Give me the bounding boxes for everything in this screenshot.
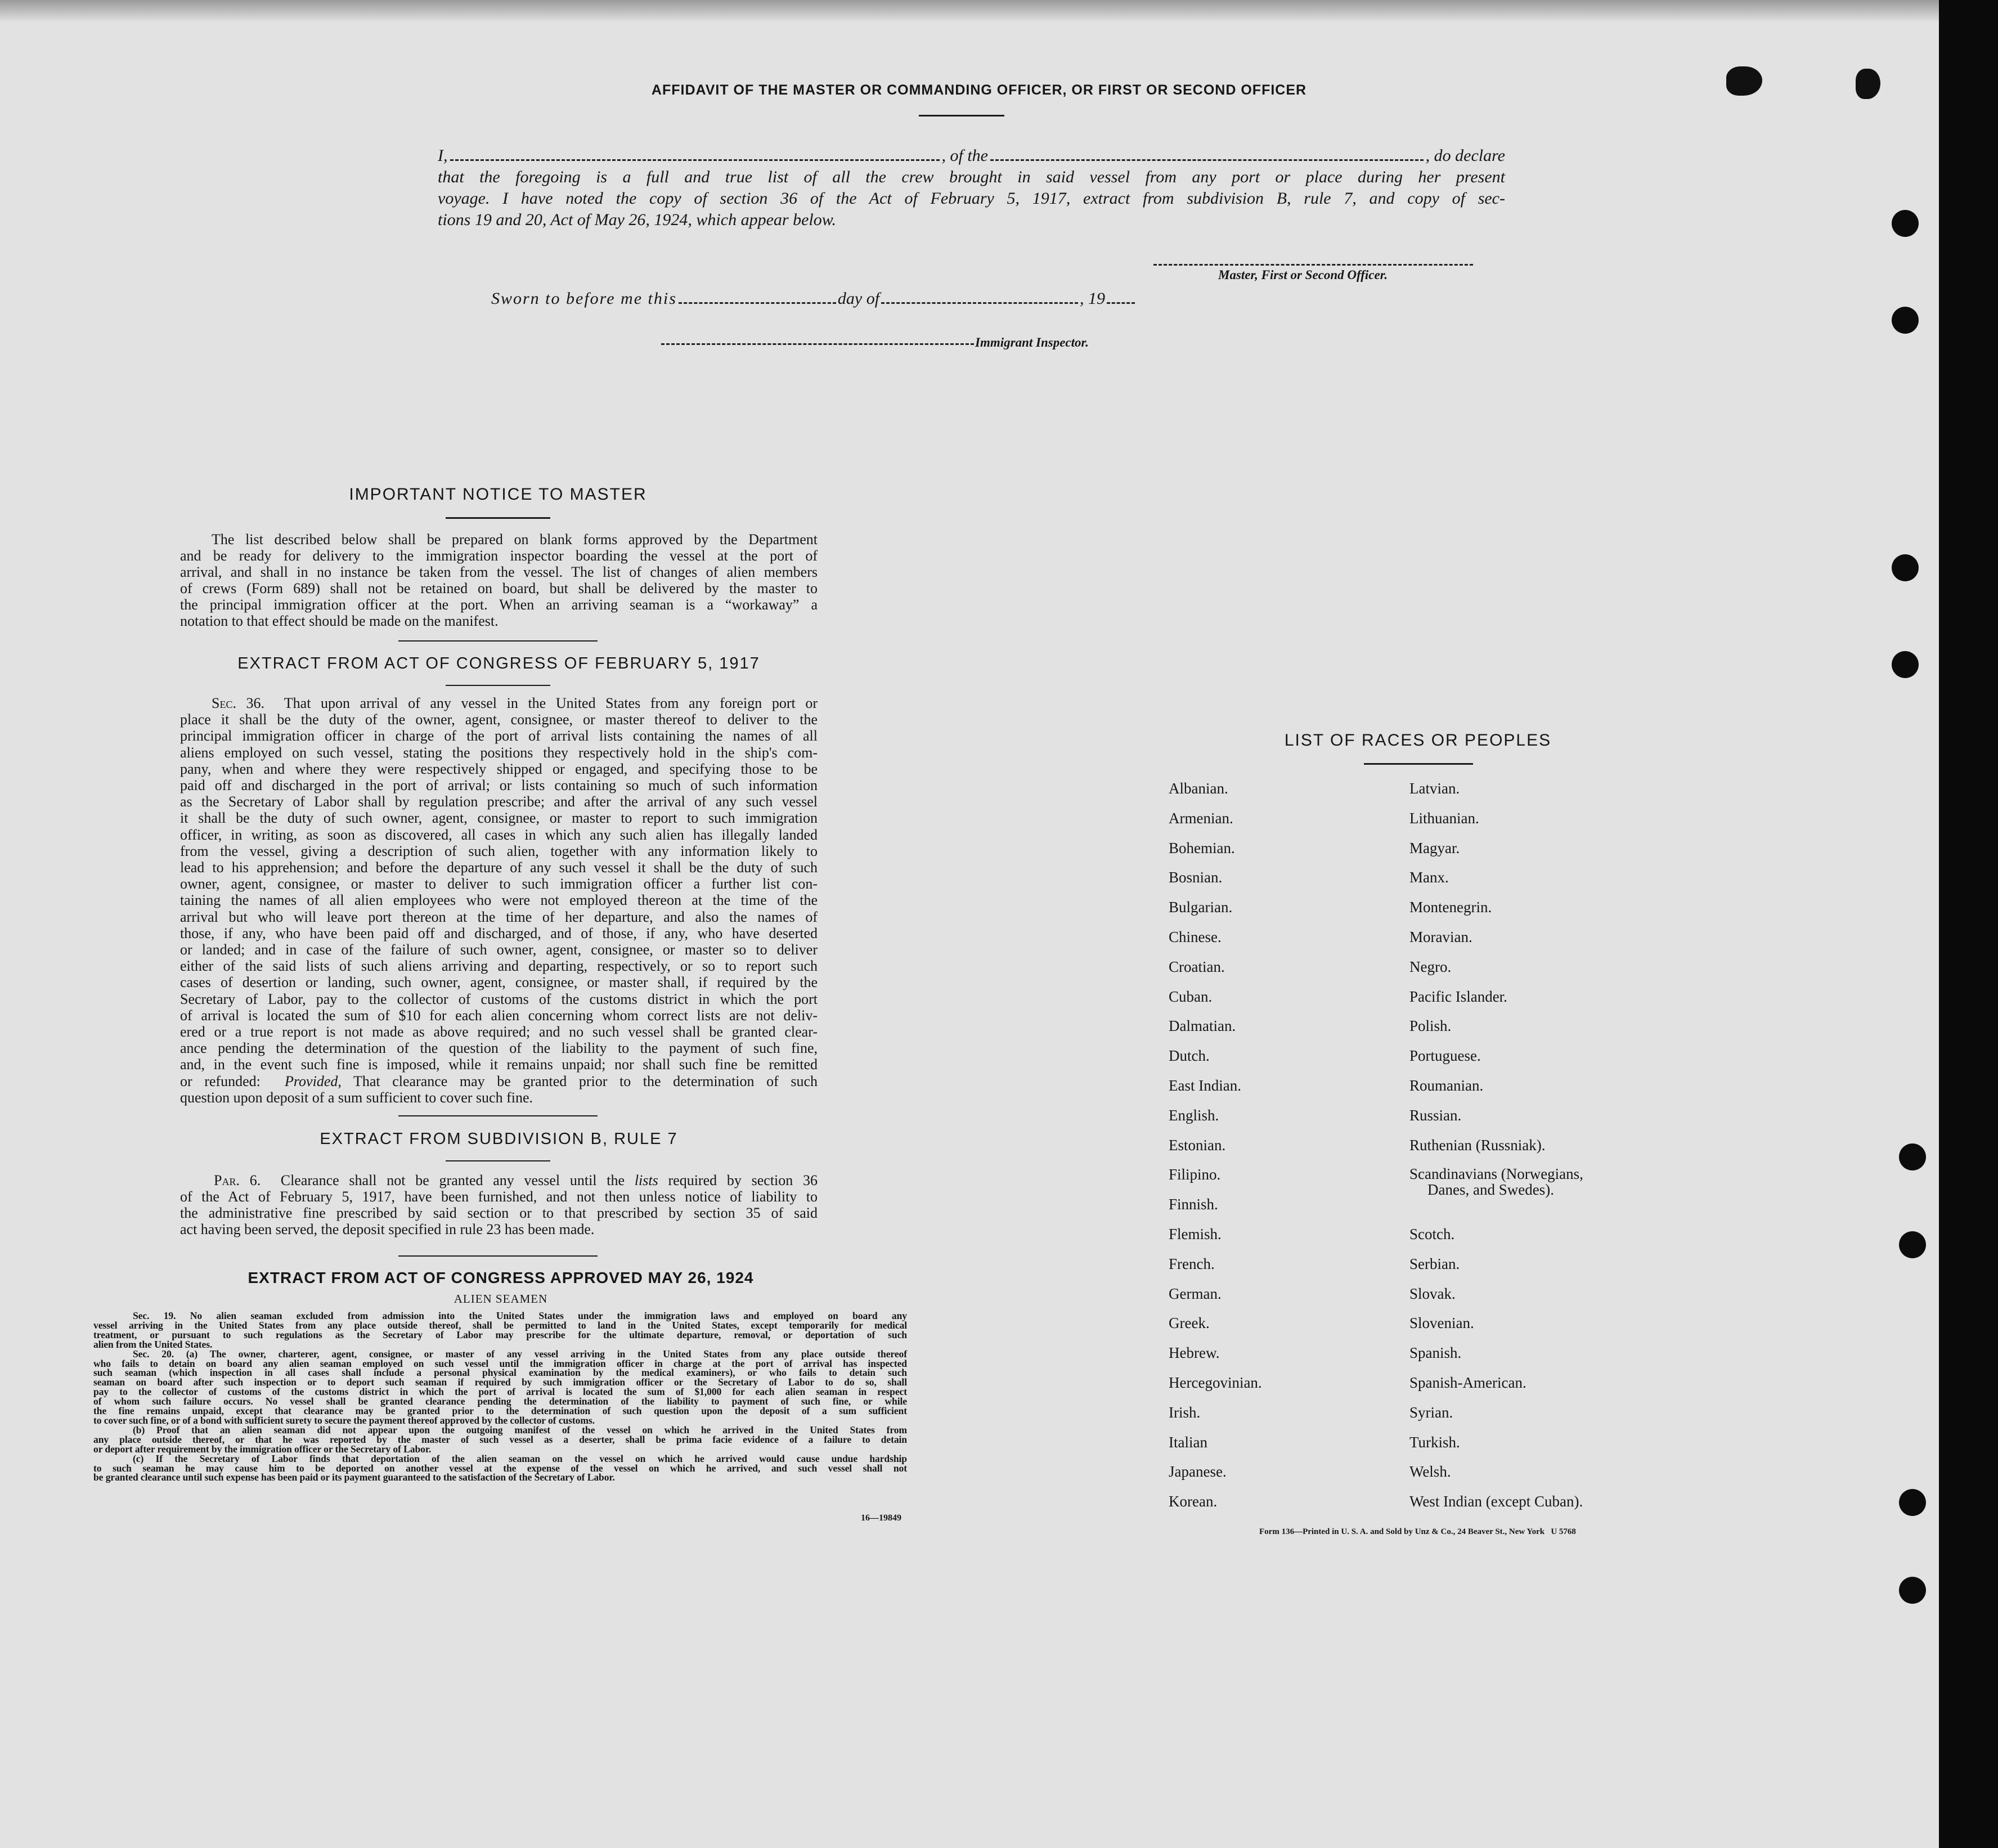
- extract-line: place it shall be the duty of the owner, agent, consignee, or master thereof to deliver to the: [180, 711, 818, 728]
- race-item: Spanish-American.: [1409, 1374, 1526, 1391]
- race-item: Italian: [1169, 1433, 1207, 1451]
- race-item: West Indian (except Cuban).: [1409, 1493, 1583, 1510]
- races-title: LIST OF RACES OR PEOPLES: [1284, 731, 1552, 750]
- sworn-line: [491, 289, 1178, 308]
- race-item: Estonian.: [1169, 1136, 1226, 1154]
- seamen-line: the fine remains unpaid, except that clearance may be granted prior to the determination of such question upon the deposit of a sum sufficient: [93, 1405, 907, 1417]
- extract-line: taining the names of all alien employees who were not employed thereon at the time of the: [180, 892, 818, 909]
- seamen-line: to such seaman he may cause him to be deported on another vessel at the expense of the vessel on which he arrived, and such vessel shall not: [93, 1462, 907, 1474]
- sworn-day-of: day of: [837, 289, 880, 308]
- ink-blot: [1726, 66, 1762, 96]
- race-item: Spanish.: [1409, 1344, 1462, 1362]
- race-item: Russian.: [1409, 1106, 1462, 1124]
- affidavit-title: AFFIDAVIT OF THE MASTER OR COMMANDING OFFICER, OR FIRST OR SECOND OFFICER: [651, 82, 1307, 98]
- race-item: Armenian.: [1169, 809, 1233, 827]
- seamen-line: who fails to detain on board any alien seaman employed on such vessel until the immigration officer in charge at the port of arrival has inspected: [93, 1357, 907, 1369]
- races-right-column: [1409, 780, 1583, 1523]
- affidavit-declaration: [438, 145, 1505, 231]
- race-item: Syrian.: [1409, 1403, 1453, 1421]
- sworn-day-blank[interactable]: [679, 302, 836, 304]
- race-item: Cuban.: [1169, 988, 1213, 1005]
- race-item: Dutch.: [1169, 1047, 1210, 1065]
- extract-line: or landed; and in case of the failure of such owner, agent, consignee, or master so to deliver: [180, 941, 818, 958]
- seamen-line: seaman on board after such inspection or to deport such seaman if required by such immigration officer or the Secretary of Labor to do so, shall: [93, 1376, 907, 1388]
- race-item: Greek.: [1169, 1315, 1210, 1332]
- race-item: Ruthenian (Russniak).: [1409, 1136, 1546, 1154]
- extract-line: or refunded:: [180, 1073, 261, 1089]
- master-signature-line[interactable]: [1153, 264, 1473, 266]
- race-item: Turkish.: [1409, 1433, 1460, 1451]
- affidavit-of-the: , of the: [941, 146, 988, 165]
- form-footer: Form 136—Printed in U. S. A. and Sold by Unz & Co., 24 Beaver St., New York U 5768: [1259, 1527, 1576, 1536]
- extract-line: paid off and discharged in the port of arrival; or lists containing so much of such information: [180, 777, 818, 794]
- race-item: Portuguese.: [1409, 1047, 1481, 1065]
- name-blank-line[interactable]: [450, 159, 940, 161]
- extract-1924-title: EXTRACT FROM ACT OF CONGRESS APPROVED MAY 26, 1924: [248, 1269, 754, 1286]
- provided-rest: That clearance may be granted prior to the determination of such: [353, 1073, 818, 1089]
- binder-hole: [1892, 307, 1919, 334]
- affidavit-i: I,: [438, 146, 448, 165]
- rule7-title: EXTRACT FROM SUBDIVISION B, RULE 7: [320, 1130, 678, 1148]
- extract-line: of arrival is located the sum of $10 for each alien concerning whom correct lists are not deliv-: [180, 1007, 818, 1024]
- race-item: Bosnian.: [1169, 869, 1223, 886]
- race-item: Magyar.: [1409, 839, 1460, 856]
- section-divider: [398, 1115, 598, 1116]
- race-item: Korean.: [1169, 1493, 1218, 1510]
- seamen-line: alien from the United States.: [93, 1338, 213, 1350]
- binder-hole: [1899, 1489, 1926, 1516]
- seamen-line: be granted clearance until such expense has been paid or its payment guaranteed to the satisfaction of the Secretary of Labor.: [93, 1472, 615, 1483]
- seamen-line: Sec. 19. No alien seaman excluded from admission into the United States under the immigration laws and employed on board any: [133, 1310, 907, 1321]
- extract-line: cases of desertion or landing, such owner, agent, consignee, or master shall, if required by the: [180, 974, 818, 991]
- binder-hole: [1892, 554, 1919, 581]
- seamen-line: treatment, or pursuant to such regulations as the Secretary of Labor may prescribe for the ultimate departure, removal, or deportation of such: [93, 1329, 907, 1340]
- race-item: Roumanian.: [1409, 1076, 1484, 1094]
- notice-body: [180, 531, 818, 629]
- race-item: Filipino.: [1169, 1166, 1221, 1183]
- notice-line: The list described below shall be prepared on blank forms approved by the Department: [212, 531, 818, 548]
- notice-line: of crews (Form 689) shall not be retained on board, but shall be delivered by the master to: [180, 580, 818, 596]
- seamen-line: or deport after requirement by the immigration officer or the Secretary of Labor.: [93, 1443, 432, 1455]
- top-edge-shadow: [0, 0, 1939, 23]
- race-item: Finnish.: [1169, 1196, 1218, 1213]
- race-item: Hebrew.: [1169, 1344, 1220, 1362]
- rule7-line: of the Act of February 5, 1917, have been furnished, and not then unless notice of liability to: [180, 1188, 818, 1205]
- extract-line: That upon arrival of any vessel in the United States from any foreign port or: [284, 695, 818, 711]
- race-item: Chinese.: [1169, 928, 1222, 945]
- race-item: Flemish.: [1169, 1225, 1222, 1243]
- extract-line: ered or a true report is not made as above required; and no such vessel shall be granted clear-: [180, 1024, 818, 1040]
- extract-1917-underline: [446, 685, 550, 686]
- master-label: Master, First or Second Officer.: [1218, 268, 1388, 282]
- affidavit-line-2: that the foregoing is a full and true list of all the crew brought in said vessel from any port or place during her present: [438, 168, 1505, 186]
- title-underline: [919, 115, 1004, 116]
- race-item: East Indian.: [1169, 1076, 1241, 1094]
- race-item: Slovenian.: [1409, 1315, 1474, 1332]
- race-item: Bulgarian.: [1169, 899, 1233, 916]
- race-item: Bohemian.: [1169, 839, 1235, 856]
- sworn-prefix: Sworn to before me this: [491, 289, 677, 308]
- inspector-signature-line[interactable]: [661, 343, 974, 345]
- races-left-column: [1169, 780, 1262, 1523]
- race-item: Croatian.: [1169, 958, 1225, 975]
- binder-hole: [1899, 1577, 1926, 1604]
- binder-hole: [1899, 1231, 1926, 1258]
- seamen-line: to cover such fine, or of a bond with sufficient surety to secure the payment thereof approved by the collector of customs.: [93, 1414, 595, 1426]
- rule7-line: the administrative fine prescribed by said section or to that prescribed by section 35 of said: [180, 1205, 818, 1221]
- extract-line: Secretary of Labor, pay to the collector of customs of the customs district in which the port: [180, 990, 818, 1007]
- binder-hole: [1892, 651, 1919, 678]
- rule7-body: [180, 1172, 818, 1237]
- binder-hole: [1899, 1143, 1926, 1170]
- race-item: French.: [1169, 1255, 1215, 1272]
- race-item: Albanian.: [1169, 780, 1228, 797]
- extract-1924-body: [93, 1311, 907, 1482]
- seamen-line: any place outside thereof, or that he was reported by the master of such vessel as a deserter, shall be prima facie evidence of a failure to detain: [93, 1433, 907, 1445]
- extract-1917-title: EXTRACT FROM ACT OF CONGRESS OF FEBRUARY 5, 1917: [237, 654, 760, 672]
- race-item: Manx.: [1409, 869, 1449, 886]
- extract-line: from the vessel, giving a description of such alien, together with any information likely to: [180, 842, 818, 859]
- extract-line: it shall be the duty of such owner, agent, consignee, or master to report to such immigration: [180, 810, 818, 827]
- race-item: Lithuanian.: [1409, 809, 1479, 827]
- alien-seamen-subtitle: ALIEN SEAMEN: [454, 1292, 548, 1306]
- race-item: Negro.: [1409, 958, 1452, 975]
- extract-line: as the Secretary of Labor shall by regulation prescribe; and after the arrival of any such vessel: [180, 793, 818, 810]
- sworn-year-blank[interactable]: [1107, 302, 1135, 304]
- extract-line: either of the said lists of such aliens arriving and departing, respectively, or so to report such: [180, 958, 818, 975]
- race-item: English.: [1169, 1106, 1219, 1124]
- race-item: Dalmatian.: [1169, 1017, 1236, 1035]
- extract-line: owner, agent, consignee, or master to deliver to such immigration officer a further list con-: [180, 876, 818, 892]
- sworn-year: , 19: [1080, 289, 1106, 308]
- extract-line: arrival but who will leave port thereon at the time of her departure, and also the names of: [180, 908, 818, 925]
- seamen-line: of whom such failure occurs. No vessel shall be granted clearance pending the determination of the liability to payment of such fine, or while: [93, 1396, 907, 1407]
- notice-title: IMPORTANT NOTICE TO MASTER: [349, 485, 647, 504]
- sworn-month-blank[interactable]: [881, 302, 1078, 304]
- rule7-line: Clearance shall not be granted any vessel until the: [280, 1172, 625, 1188]
- ink-blot: [1856, 69, 1880, 99]
- race-item: Pacific Islander.: [1409, 988, 1507, 1005]
- lists-word: lists: [634, 1172, 658, 1188]
- rule7-underline: [446, 1160, 550, 1161]
- binder-hole: [1892, 210, 1919, 237]
- race-item: Welsh.: [1409, 1463, 1451, 1481]
- race-item: Hercegovinian.: [1169, 1374, 1262, 1391]
- affidavit-declare: , do declare: [1425, 146, 1505, 165]
- extract-line: lead to his apprehension; and before the departure of any such vessel it shall be the duty of such: [180, 859, 818, 876]
- extract-line: question upon deposit of a sum sufficient to cover such fine.: [180, 1089, 533, 1106]
- seamen-line: such seaman (which inspection in all cases shall include a personal physical examination by the medical examiners), or who fails to detain such: [93, 1367, 907, 1379]
- race-item: Japanese.: [1169, 1463, 1227, 1481]
- notice-title-underline: [446, 517, 550, 519]
- extract-line: those, if any, who have been paid off and discharged, and of those, if any, who have deserted: [180, 925, 818, 941]
- race-item-scandinavians: [1409, 1166, 1583, 1226]
- extract-line: officer, in writing, as soon as discovered, all cases in which any such alien has illegally landed: [180, 826, 818, 843]
- races-title-underline: [1364, 763, 1473, 765]
- scandinavians-line-2: Danes, and Swedes).: [1427, 1181, 1554, 1199]
- notice-line: arrival, and shall in no instance be taken from the vessel. The list of changes of alien members: [180, 564, 818, 580]
- extract-line: aliens employed on such vessel, stating the positions they respectively hold in the ship's com-: [180, 744, 818, 761]
- race-item: Slovak.: [1409, 1285, 1456, 1302]
- seamen-line: vessel arriving in the United States from any place outside thereof, shall be permitted to land in the United States, except temporarily for medical: [93, 1319, 907, 1331]
- affidavit-line-3: voyage. I have noted the copy of section 36 of the Act of February 5, 1917, extract from subdivision B, rule 7, and copy of sec-: [438, 189, 1505, 208]
- vessel-blank-line[interactable]: [990, 159, 1424, 161]
- extract-1917-body: [180, 695, 818, 1106]
- seamen-line: (b) Proof that an alien seaman did not appear upon the outgoing manifest of the vessel on which he arrived in the United States from: [133, 1424, 907, 1436]
- extract-line: ance pending the determination of the question of the liability to the payment of such fine,: [180, 1040, 818, 1057]
- notice-line: notation to that effect should be made on the manifest.: [180, 613, 499, 629]
- scandinavians-line-1: Scandinavians (Norwegians,: [1409, 1165, 1583, 1183]
- extract-line: and, in the event such fine is imposed, while it remains unpaid; nor shall such fine be remitted: [180, 1056, 818, 1073]
- par-6-label: Par. 6.: [214, 1172, 261, 1188]
- section-divider: [398, 640, 598, 642]
- affidavit-line-4: tions 19 and 20, Act of May 26, 1924, which appear below.: [438, 210, 837, 229]
- rule7-line: act having been served, the deposit specified in rule 23 has been made.: [180, 1221, 595, 1237]
- seamen-line: Sec. 20. (a) The owner, charterer, agent, consignee, or master of any vessel arriving in the United States from any place outside thereof: [133, 1348, 907, 1360]
- notice-line: and be ready for delivery to the immigration inspector boarding the vessel at the port of: [180, 548, 818, 564]
- race-item: Latvian.: [1409, 780, 1460, 797]
- extract-line: principal immigration officer in charge of the port of arrival lists containing the names of all: [180, 728, 818, 744]
- sec-36-label: Sec. 36.: [212, 695, 265, 711]
- race-item: Polish.: [1409, 1017, 1452, 1035]
- inspector-label: Immigrant Inspector.: [975, 335, 1089, 349]
- seamen-line: (c) If the Secretary of Labor finds that deportation of the alien seaman on the vessel on which he arrived would cause undue hardship: [133, 1452, 907, 1464]
- race-item: Montenegrin.: [1409, 899, 1492, 916]
- race-item: Serbian.: [1409, 1255, 1460, 1272]
- race-item: German.: [1169, 1285, 1222, 1302]
- provided-word: Provided,: [285, 1073, 342, 1089]
- section-divider: [398, 1255, 598, 1257]
- race-item: Moravian.: [1409, 928, 1472, 945]
- race-item: Scotch.: [1409, 1225, 1455, 1243]
- print-code: 16—19849: [861, 1513, 901, 1523]
- rule7-line: required by section 36: [668, 1172, 818, 1188]
- seamen-line: pay to the collector of customs of the customs district in which the port of arrival is located the sum of $1,000 for each alien seaman in respect: [93, 1386, 907, 1398]
- race-item: Irish.: [1169, 1403, 1201, 1421]
- extract-line: pany, when and where they were respectively shipped or engaged, and specifying those to be: [180, 760, 818, 777]
- notice-line: the principal immigration officer at the port. When an arriving seaman is a “workaway” a: [180, 596, 818, 613]
